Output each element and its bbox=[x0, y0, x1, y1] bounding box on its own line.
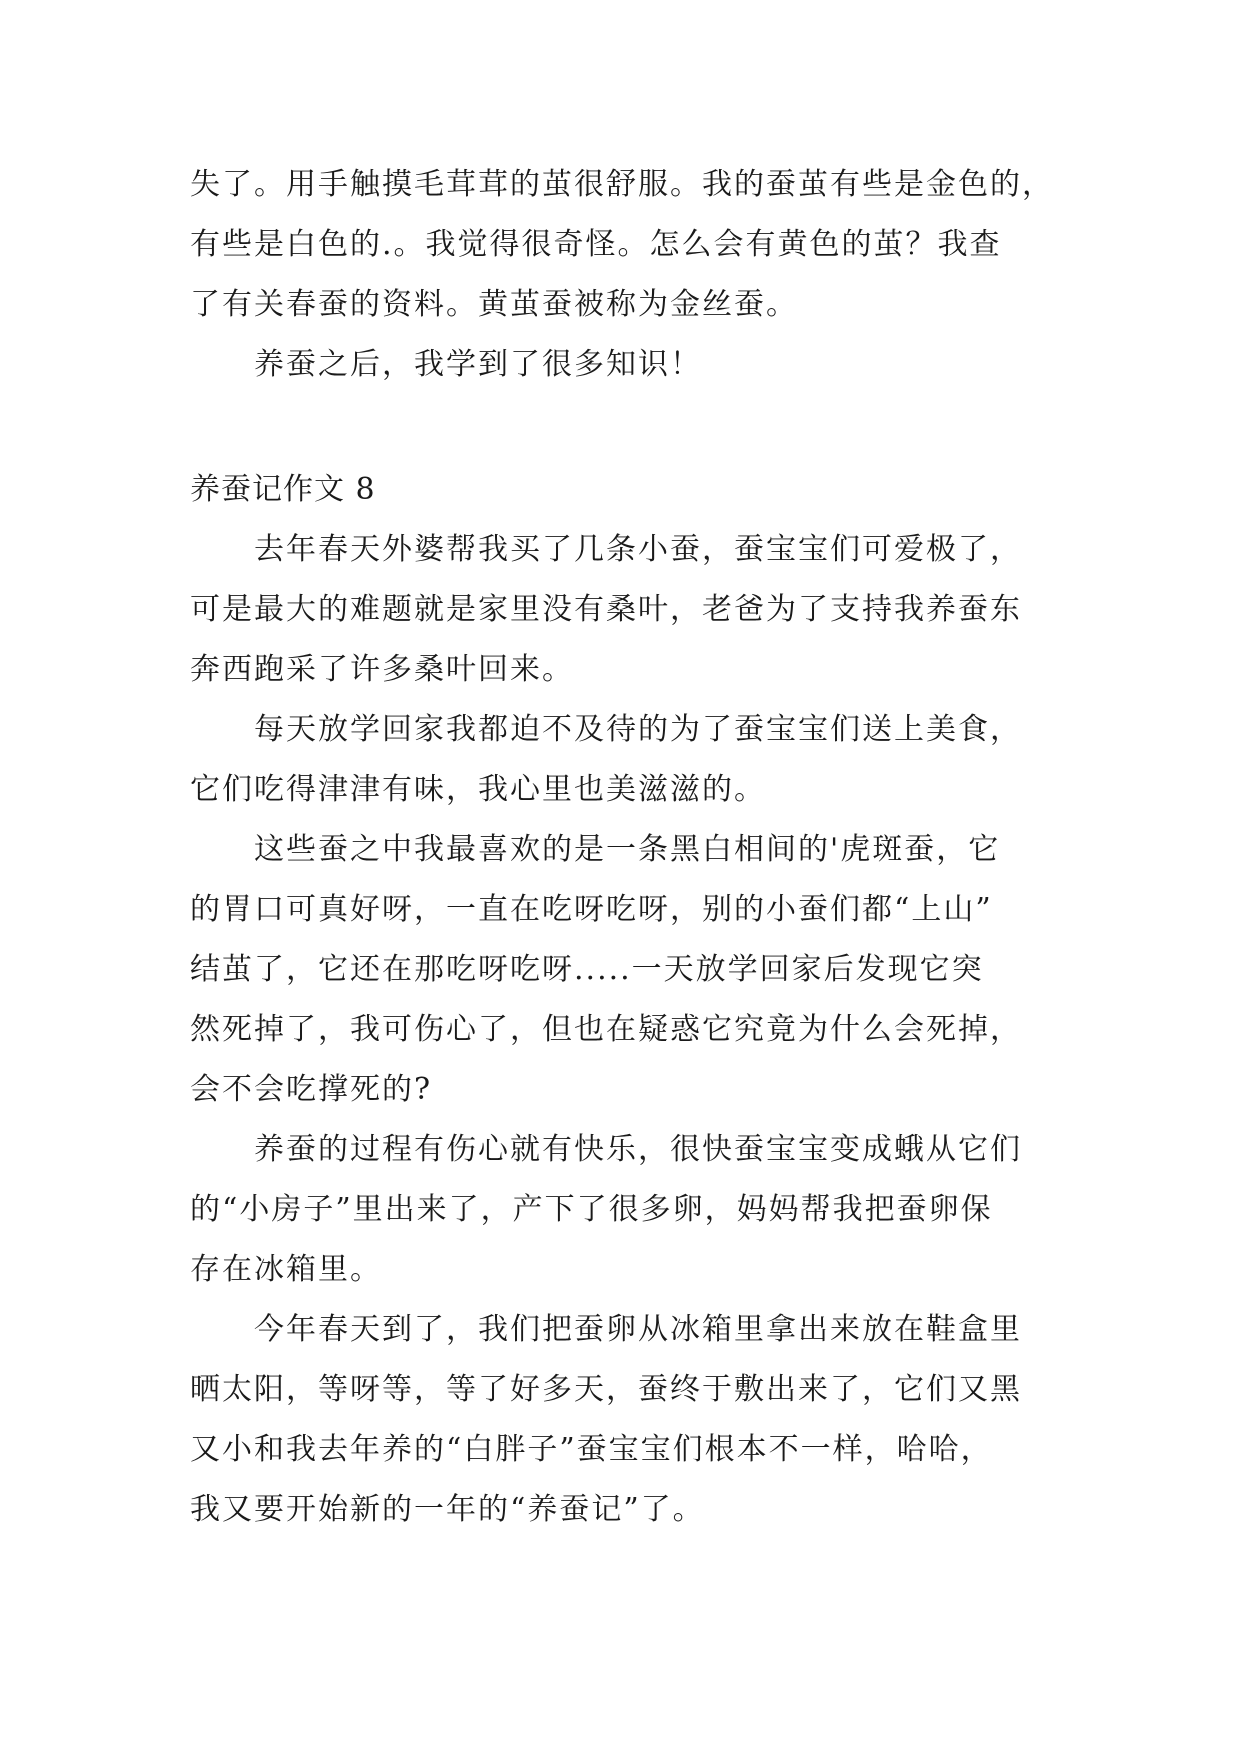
text-line: 它们吃得津津有味，我心里也美滋滋的。 bbox=[190, 772, 766, 807]
text-line: 存在冰箱里。 bbox=[190, 1252, 382, 1287]
text-line: 可是最大的难题就是家里没有桑叶，老爸为了支持我养蚕东 bbox=[190, 592, 1022, 627]
text-line: 结茧了，它还在那吃呀吃呀.....一天放学回家后发现它突 bbox=[190, 952, 984, 987]
text-line: 失了。用手触摸毛茸茸的茧很舒服。我的蚕茧有些是金色的， bbox=[190, 167, 1054, 202]
paragraph bbox=[190, 520, 1070, 700]
text-line: 然死掉了，我可伤心了，但也在疑惑它究竟为什么会死掉， bbox=[190, 1012, 1022, 1047]
text-line: 养蚕之后，我学到了很多知识！ bbox=[254, 347, 702, 382]
paragraph bbox=[190, 1120, 1070, 1300]
text-line: 的胃口可真好呀，一直在吃呀吃呀，别的小蚕们都“上山” bbox=[190, 892, 993, 927]
text-line: 去年春天外婆帮我买了几条小蚕，蚕宝宝们可爱极了， bbox=[254, 532, 1022, 567]
text-line: 我又要开始新的一年的“养蚕记”了。 bbox=[190, 1492, 705, 1527]
paragraph-continuation bbox=[190, 155, 1070, 335]
text-line: 会不会吃撑死的? bbox=[190, 1072, 433, 1107]
text-line: 今年春天到了，我们把蚕卵从冰箱里拿出来放在鞋盒里 bbox=[254, 1312, 1022, 1347]
document-body bbox=[190, 155, 1070, 1540]
section-spacer bbox=[190, 395, 1070, 460]
text-line: 每天放学回家我都迫不及待的为了蚕宝宝们送上美食， bbox=[254, 712, 1022, 747]
text-line: 的“小房子”里出来了，产下了很多卵，妈妈帮我把蚕卵保 bbox=[190, 1192, 993, 1227]
paragraph bbox=[190, 1300, 1070, 1540]
section-heading bbox=[190, 460, 1070, 520]
text-line: 奔西跑采了许多桑叶回来。 bbox=[190, 652, 574, 687]
text-line: 养蚕的过程有伤心就有快乐，很快蚕宝宝变成蛾从它们 bbox=[254, 1132, 1022, 1167]
paragraph-closing bbox=[190, 335, 1070, 395]
section-title: 养蚕记作文 8 bbox=[190, 472, 376, 507]
text-line: 这些蚕之中我最喜欢的是一条黑白相间的'虎斑蚕，它 bbox=[254, 832, 1001, 867]
text-line: 晒太阳，等呀等，等了好多天，蚕终于敷出来了，它们又黑 bbox=[190, 1372, 1022, 1407]
text-line: 了有关春蚕的资料。黄茧蚕被称为金丝蚕。 bbox=[190, 287, 798, 322]
text-line: 又小和我去年养的“白胖子”蚕宝宝们根本不一样，哈哈， bbox=[190, 1432, 993, 1467]
text-line: 有些是白色的.。我觉得很奇怪。怎么会有黄色的茧？我查 bbox=[190, 227, 1002, 262]
paragraph bbox=[190, 700, 1070, 820]
paragraph bbox=[190, 820, 1070, 1120]
